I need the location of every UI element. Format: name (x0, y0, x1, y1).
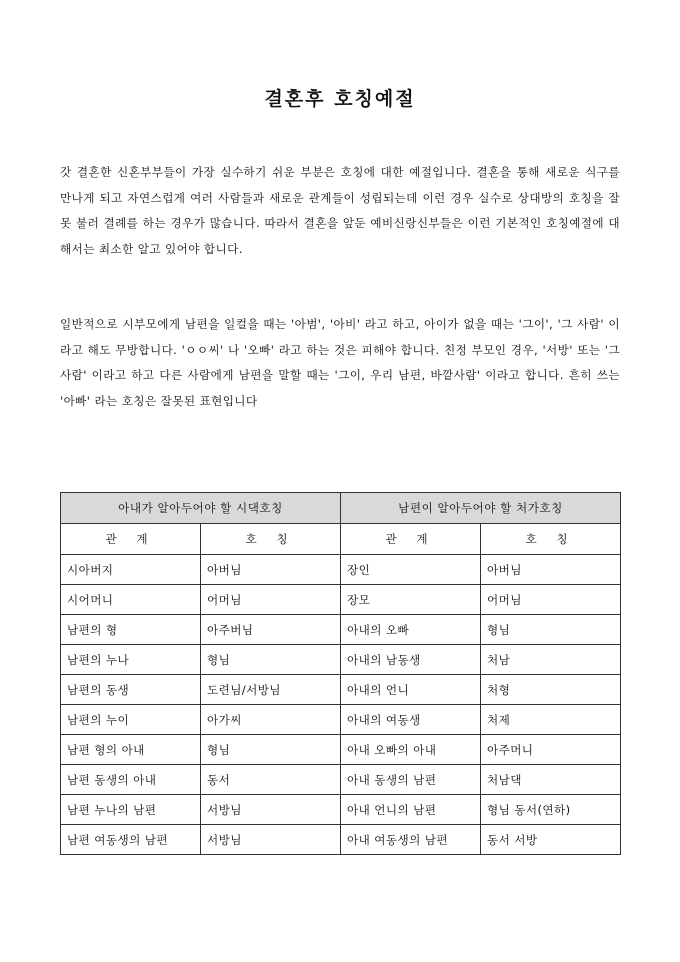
table-row (61, 825, 621, 855)
husband-address-paragraph: 일반적으로 시부모에게 남편을 일컬을 때는 '아범', '아비' 라고 하고, 아이가 없을 때는 '그이', '그 사람' 이라고 해도 무방합니다. 'ㅇㅇ씨' 나 '오빠' 라고 하는 것은 피해야 합니다. 친정 부모인 경우, '서방' 또는 '그 사람' 이라고 하고 다른 사람에게 남편을 말할 때는 '그이, 우리 남편, 바깥사람' 이라고 합니다. 흔히 쓰는 '아빠' 라는 호칭은 잘못된 표현입니다 (60, 317, 620, 408)
column-header-relation: 관 계 (341, 524, 481, 555)
table-row (61, 615, 621, 645)
column-header-relation: 관 계 (61, 524, 201, 555)
intro-paragraph: 갓 결혼한 신혼부부들이 가장 실수하기 쉬운 부분은 호칭에 대한 예절입니다. 결혼을 통해 새로운 식구를 만나게 되고 자연스럽게 여러 사람들과 새로운 관계들이 성립되는데 이런 경우 실수로 상대방의 호칭을 잘못 불러 결례를 하는 경우가 많습니다. 따라서 결혼을 앞둔 예비신랑신부들은 이런 기본적인 호칭예절에 대해서는 최소한 알고 있어야 합니다. (60, 165, 620, 256)
title-cell: 형님 (481, 615, 621, 645)
table-row (61, 765, 621, 795)
relation-cell: 아내 오빠의 아내 (341, 735, 481, 765)
title-cell: 형님 (201, 645, 341, 675)
title-cell: 아버님 (481, 555, 621, 585)
table-row (61, 555, 621, 585)
title-cell: 도련님/서방님 (201, 675, 341, 705)
column-header-title: 호 칭 (481, 524, 621, 555)
title-cell: 처남댁 (481, 765, 621, 795)
relation-cell: 남편의 형 (61, 615, 201, 645)
page-title: 결혼후 호칭예절 (264, 88, 416, 110)
title-cell: 어머님 (481, 585, 621, 615)
title-cell: 서방님 (201, 825, 341, 855)
title-cell: 서방님 (201, 795, 341, 825)
relation-cell: 아내의 남동생 (341, 645, 481, 675)
title-cell: 형님 동서(연하) (481, 795, 621, 825)
relation-cell: 남편의 누이 (61, 705, 201, 735)
title-cell: 아버님 (201, 555, 341, 585)
relation-cell: 장모 (341, 585, 481, 615)
table-row (61, 675, 621, 705)
relation-cell: 아내의 오빠 (341, 615, 481, 645)
title-cell: 아주머니 (481, 735, 621, 765)
table-body (61, 555, 621, 855)
relation-cell: 시어머니 (61, 585, 201, 615)
relation-cell: 아내 동생의 남편 (341, 765, 481, 795)
title-cell: 처형 (481, 675, 621, 705)
relation-cell: 남편 누나의 남편 (61, 795, 201, 825)
wife-side-group-header: 아내가 알아두어야 할 시댁호칭 (61, 493, 341, 524)
column-header-title: 호 칭 (201, 524, 341, 555)
relation-cell: 남편 형의 아내 (61, 735, 201, 765)
table-group-header-row (61, 493, 621, 524)
table-row (61, 735, 621, 765)
table-column-header-row (61, 524, 621, 555)
husband-side-group-header: 남편이 알아두어야 할 처가호칭 (341, 493, 621, 524)
relation-cell: 남편의 동생 (61, 675, 201, 705)
table-row (61, 795, 621, 825)
table-row (61, 585, 621, 615)
relation-cell: 아내 언니의 남편 (341, 795, 481, 825)
relation-cell: 아내의 언니 (341, 675, 481, 705)
title-cell: 어머님 (201, 585, 341, 615)
title-cell: 처남 (481, 645, 621, 675)
relation-cell: 남편의 누나 (61, 645, 201, 675)
title-cell: 처제 (481, 705, 621, 735)
title-cell: 형님 (201, 735, 341, 765)
relation-cell: 아내 여동생의 남편 (341, 825, 481, 855)
table-row (61, 705, 621, 735)
relation-cell: 남편 여동생의 남편 (61, 825, 201, 855)
honorific-table (60, 492, 621, 855)
title-cell: 동서 서방 (481, 825, 621, 855)
title-cell: 동서 (201, 765, 341, 795)
relation-cell: 시아버지 (61, 555, 201, 585)
relation-cell: 남편 동생의 아내 (61, 765, 201, 795)
title-cell: 아주버님 (201, 615, 341, 645)
table-row (61, 645, 621, 675)
title-cell: 아가씨 (201, 705, 341, 735)
relation-cell: 장인 (341, 555, 481, 585)
relation-cell: 아내의 여동생 (341, 705, 481, 735)
